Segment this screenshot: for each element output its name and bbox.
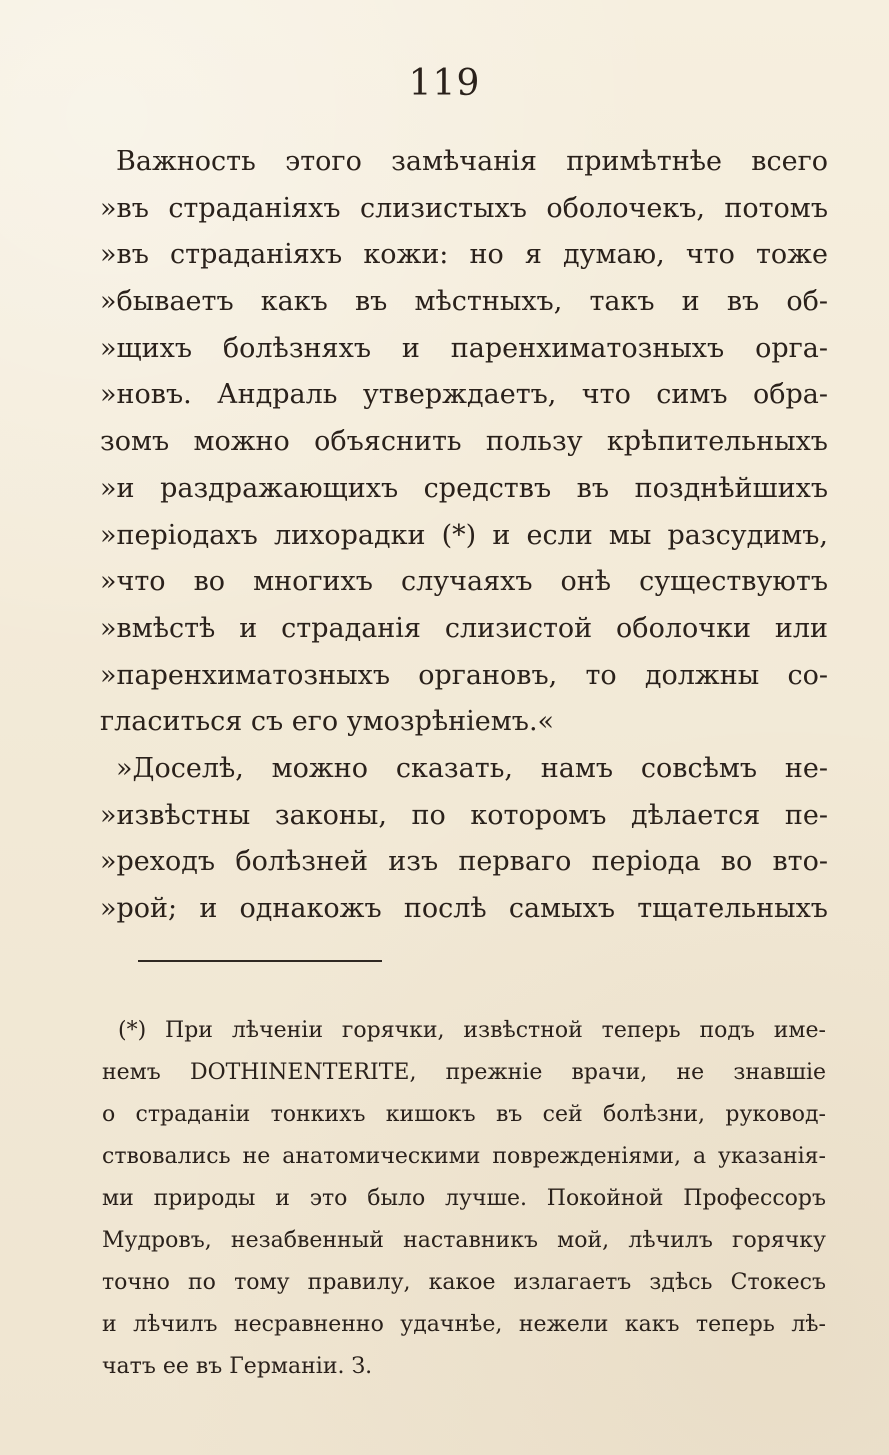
text-line: »въ страданіяхъ слизистыхъ оболочекъ, потомъ xyxy=(100,192,828,224)
text-line: »Доселѣ, можно сказать, намъ совсѣмъ не- xyxy=(116,752,828,784)
text-line: »бываетъ какъ въ мѣстныхъ, такъ и въ об- xyxy=(100,286,828,318)
footnote-divider xyxy=(138,960,382,962)
footnote-line: точно по тому правилу, какое излагаетъ здѣсь Стокесъ xyxy=(102,1270,826,1295)
text-line: »новъ. Андраль утверждаетъ, что симъ обра- xyxy=(100,379,828,411)
text-line: »что во многихъ случаяхъ онѣ существуютъ xyxy=(100,566,828,598)
main-text-block xyxy=(100,139,828,933)
footnote-line: ствовались не анатомическими поврежденіями, а указанія- xyxy=(102,1144,826,1169)
footnote-line: ми природы и это было лучше. Покойной Профессоръ xyxy=(102,1186,826,1211)
text-line: »и раздражающихъ средствъ въ позднѣйшихъ xyxy=(100,472,828,504)
footnote-line: немъ DOTHINENTERITE, прежніе врачи, не знавшіе xyxy=(102,1060,826,1085)
text-line: »въ страданіяхъ кожи: но я думаю, что тоже xyxy=(100,239,828,271)
text-line: »вмѣстѣ и страданія слизистой оболочки или xyxy=(100,612,828,644)
text-line: зомъ можно объяснить пользу крѣпительныхъ xyxy=(100,426,828,458)
footnote-line: Мудровъ, незабвенный наставникъ мой, лѣчилъ горячку xyxy=(102,1228,826,1253)
text-line: Важность этого замѣчанія примѣтнѣе всего xyxy=(116,146,828,177)
text-line: »рой; и однакожъ послѣ самыхъ тщательныхъ xyxy=(100,893,828,924)
text-line: »извѣстны законы, по которомъ дѣлается пе- xyxy=(100,799,828,831)
footnote-line: чатъ ее въ Германіи. З. xyxy=(102,1354,373,1379)
text-line: »паренхиматозныхъ органовъ, то должны со- xyxy=(100,659,828,691)
text-line: гласиться съ его умозрѣніемъ.« xyxy=(100,706,555,738)
page-number: 119 xyxy=(408,63,481,104)
text-line: »щихъ болѣзняхъ и паренхиматозныхъ орга- xyxy=(100,332,828,364)
footnote-line: (*) При лѣченіи горячки, извѣстной теперь подъ име- xyxy=(118,1018,826,1043)
footnote-block xyxy=(102,1010,826,1388)
footnote-line: и лѣчилъ несравненно удачнѣе, нежели какъ теперь лѣ- xyxy=(102,1312,826,1337)
text-line: »реходъ болѣзней изъ перваго періода во вто- xyxy=(100,846,828,878)
text-line: »періодахъ лихорадки (*) и если мы разсудимъ, xyxy=(100,519,828,551)
footnote-line: о страданіи тонкихъ кишокъ въ сей болѣзни, руковод- xyxy=(102,1102,826,1127)
